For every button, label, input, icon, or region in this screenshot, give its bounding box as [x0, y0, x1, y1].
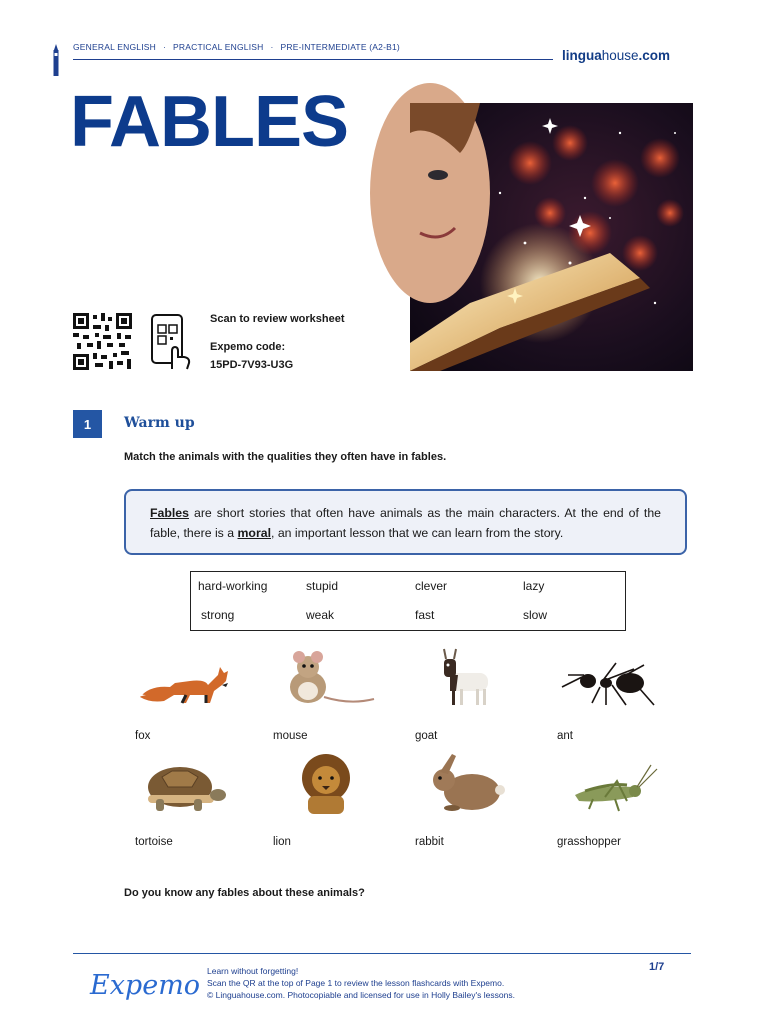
footer-tagline: Learn without forgetting! — [207, 966, 299, 976]
page-title: FABLES — [70, 82, 349, 162]
lion-image — [272, 752, 382, 816]
fox-image — [130, 645, 240, 709]
expemo-code-label: Expemo code: — [210, 341, 286, 353]
qualities-box — [190, 571, 626, 631]
breadcrumb: GENERAL ENGLISH · PRACTICAL ENGLISH · PRE-INTERMEDIATE (A2-B1) — [73, 42, 400, 52]
breadcrumb-practical-english[interactable]: PRACTICAL ENGLISH — [173, 42, 264, 52]
animal-label: lion — [273, 836, 291, 848]
big-ben-icon — [51, 44, 61, 76]
tortoise-image — [132, 755, 242, 819]
footer-divider — [73, 953, 691, 954]
header-divider — [73, 59, 553, 60]
expemo-logo[interactable] — [88, 962, 201, 1006]
section-number: 1 — [73, 410, 102, 438]
rabbit-image — [412, 752, 522, 816]
footer-copyright: © Linguahouse.com. Photocopiable and licensed for use in Holly Bailey's lessons. — [207, 990, 515, 1000]
page-number: 1/7 — [649, 961, 665, 973]
quality-word: clever — [415, 579, 448, 593]
quality-word: stupid — [306, 579, 339, 593]
footer-text — [207, 965, 515, 1001]
quality-word: lazy — [523, 579, 545, 593]
qr-code-icon[interactable] — [73, 313, 132, 370]
animal-label: tortoise — [135, 836, 173, 848]
instruction: Match the animals with the qualities they often have in fables. — [124, 451, 447, 463]
breadcrumb-general-english[interactable]: GENERAL ENGLISH — [73, 42, 156, 52]
animal-label: mouse — [273, 730, 308, 742]
animal-label: rabbit — [415, 836, 444, 848]
breadcrumb-level[interactable]: PRE-INTERMEDIATE (A2-B1) — [280, 42, 400, 52]
info-box: Fables are short stories that often have animals as the main characters. At the end of the fable, there is a moral, an important lesson that we can learn from the story. — [124, 489, 687, 555]
term-moral: moral — [237, 525, 271, 540]
animal-label: ant — [557, 730, 573, 742]
quality-word: weak — [306, 608, 335, 622]
section-title: Warm up — [124, 415, 195, 431]
animal-label: fox — [135, 730, 151, 742]
quality-word: slow — [523, 608, 548, 622]
site-logo[interactable]: linguahouse.com — [562, 48, 671, 63]
quality-word: hard-working — [198, 579, 268, 593]
quality-word: strong — [201, 608, 235, 622]
footer-instructions: Scan the QR at the top of Page 1 to review the lesson flashcards with Expemo. — [207, 978, 505, 988]
expemo-code-value: 15PD-7V93-U3G — [210, 359, 294, 371]
grasshopper-image — [555, 755, 665, 819]
discussion-question: Do you know any fables about these animals? — [124, 887, 365, 899]
term-fables: Fables — [150, 506, 189, 520]
animal-label: goat — [415, 730, 438, 742]
svg-text:Expemo: Expemo — [90, 970, 201, 1001]
ant-image — [556, 645, 666, 709]
mouse-image — [270, 645, 380, 709]
phone-scan-icon — [150, 313, 192, 371]
hero-image — [410, 103, 693, 371]
quality-word: fast — [415, 608, 435, 622]
scan-label: Scan to review worksheet — [210, 313, 345, 325]
goat-image — [412, 645, 522, 709]
animal-label: grasshopper — [557, 836, 621, 848]
